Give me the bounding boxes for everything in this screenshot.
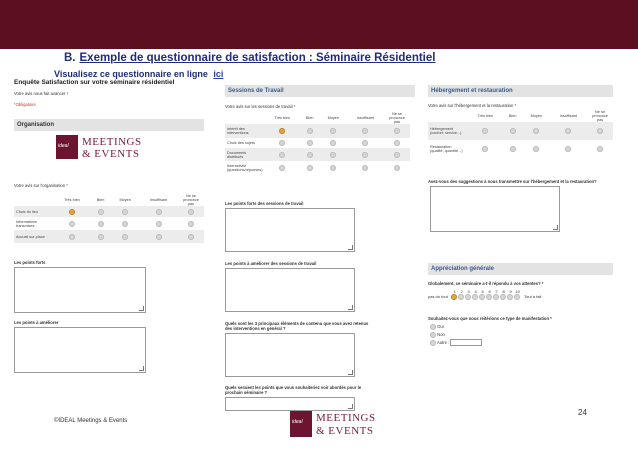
question-strong-points: Les points forts [14, 260, 46, 265]
sessions-improve-textarea[interactable] [225, 268, 355, 312]
radio-option[interactable] [362, 165, 368, 171]
radio-option[interactable] [98, 221, 104, 227]
radio-option[interactable] [279, 140, 285, 146]
rating-grid-organisation [14, 194, 204, 243]
radio-option[interactable] [188, 221, 194, 227]
radio-option[interactable] [98, 234, 104, 240]
radio-option[interactable] [188, 234, 194, 240]
radio-option[interactable] [188, 209, 194, 215]
radio-option[interactable] [394, 152, 400, 158]
radio-option[interactable] [69, 209, 75, 215]
grid-header [428, 110, 613, 122]
scale-number: 7 [495, 289, 498, 294]
grid-header [225, 112, 410, 124]
row-label: Choix des sujets [227, 141, 255, 145]
row-label: Choix du lieu [14, 206, 54, 217]
header-band [0, 0, 638, 49]
slide-title [64, 52, 435, 64]
key-elements-textarea[interactable] [225, 333, 355, 377]
radio-option[interactable] [279, 128, 285, 134]
title-number: B. [64, 52, 76, 64]
table-row [225, 148, 410, 161]
logo-line-2: & EVENTS [82, 148, 140, 160]
radio-option[interactable] [362, 152, 368, 158]
logo-emblem: ideal [290, 411, 312, 437]
radio-option[interactable] [533, 146, 539, 152]
radio-option[interactable] [362, 128, 368, 134]
radio-option[interactable] [279, 152, 285, 158]
table-row [428, 140, 613, 158]
column-header: Insuffisant [356, 116, 374, 120]
question-improve-points: Les points à améliorer [14, 320, 59, 325]
form-column-hebergement [428, 85, 613, 345]
radio-option[interactable] [330, 165, 336, 171]
radio-option[interactable] [307, 165, 313, 171]
scale-radio[interactable] [507, 294, 513, 300]
future-topics-textarea[interactable] [225, 397, 355, 411]
question-sessions: Votre avis sur les sessions de travail * [225, 104, 296, 109]
subtitle-text: Visualisez ce questionnaire en ligne [54, 69, 208, 79]
section-sessions: Sessions de Travail [225, 85, 415, 97]
suggestions-textarea[interactable] [430, 186, 560, 232]
question-renew: Souhaitez-vous que nous réitérions ce type de manifestation * [428, 316, 552, 321]
scale-number: 8 [502, 289, 505, 294]
scale-number: 3 [467, 289, 470, 294]
table-row [14, 230, 204, 243]
radio-option[interactable] [98, 209, 104, 215]
radio-option[interactable] [533, 128, 539, 134]
scale-number: 1 [453, 289, 456, 294]
option-label: Autre : [436, 340, 450, 345]
improve-points-textarea[interactable] [14, 327, 146, 373]
scale-radio[interactable] [493, 294, 499, 300]
question-sessions-improve: Les points à améliorer des sessions de travail [225, 261, 317, 266]
question-organisation: Votre avis sur l'organisation * [14, 183, 68, 188]
rating-grid-sessions [225, 112, 410, 175]
logo-line-1: MEETINGS [316, 412, 376, 424]
scale-number: 2 [460, 289, 463, 294]
radio-option[interactable] [122, 209, 128, 215]
scale-radio[interactable] [472, 294, 478, 300]
question-global: Globalement, ce séminaire a-t-il répondu à vos attentes? * [428, 281, 544, 286]
radio-option[interactable] [565, 128, 571, 134]
radio-option[interactable] [69, 221, 75, 227]
radio-option[interactable] [330, 152, 336, 158]
radio-option[interactable] [394, 140, 400, 146]
scale-radio[interactable] [514, 294, 520, 300]
required-note: *Obligatoire [14, 102, 36, 107]
column-header: Moyen [327, 116, 339, 120]
footer-copyright: ©IDEAL Meetings & Events [54, 418, 128, 424]
scale-number: 4 [474, 289, 477, 294]
online-link[interactable]: ici [213, 69, 224, 79]
strong-points-textarea[interactable] [14, 267, 146, 313]
radio-option[interactable] [597, 128, 603, 134]
scale-number: 6 [488, 289, 491, 294]
option-row [430, 339, 482, 347]
column-header: Ne se prononce pas [389, 112, 405, 124]
scale-number: 5 [481, 289, 484, 294]
column-header: Insuffisant [559, 114, 577, 118]
option-row [430, 323, 482, 331]
scale-min-label: pas du tout [428, 294, 448, 300]
row-label: Documents distribués [225, 148, 265, 161]
logo-line-2: & EVENTS [316, 425, 374, 437]
radio-option[interactable] [394, 165, 400, 171]
column-header: Très bien [274, 116, 291, 120]
table-row [14, 206, 204, 217]
renew-options [430, 323, 482, 347]
column-header: Ne se prononce pas [592, 110, 608, 122]
scale-radio[interactable] [486, 294, 492, 300]
radio-non[interactable] [430, 332, 436, 338]
table-row [428, 122, 613, 140]
scale-radio[interactable] [500, 294, 506, 300]
radio-autre[interactable] [430, 340, 436, 346]
column-header: Bien [508, 114, 517, 118]
column-header: Ne se prononce pas [183, 194, 199, 206]
form-column-organisation [14, 79, 204, 325]
scale-radio[interactable] [451, 294, 457, 300]
logo-emblem: ideal [56, 135, 78, 159]
column-header: Bien [305, 116, 314, 120]
radio-option[interactable] [330, 128, 336, 134]
option-row [430, 331, 482, 339]
table-row [14, 217, 204, 230]
radio-option[interactable] [394, 128, 400, 134]
radio-option[interactable] [482, 146, 488, 152]
brand-logo-footer [290, 411, 400, 439]
sessions-strong-textarea[interactable] [225, 208, 355, 252]
title-text: Exemple de questionnaire de satisfaction : Séminaire Résidentiel [79, 52, 436, 64]
slide-subtitle [54, 69, 223, 79]
scale-number: 9 [509, 289, 512, 294]
question-hebergement: Votre avis sur l'hébergement et la restauration * [428, 103, 517, 108]
radio-option[interactable] [307, 128, 313, 134]
option-label: Non [437, 332, 445, 337]
row-label: Informations transmises [16, 219, 37, 228]
radio-option[interactable] [122, 221, 128, 227]
section-appreciation: Appréciation générale [428, 263, 613, 275]
radio-option[interactable] [122, 234, 128, 240]
option-label: Oui [437, 324, 444, 329]
form-heading: Enquête Satisfaction sur votre séminaire résidentiel [14, 79, 175, 86]
question-sessions-strong: Les points forts des sessions de travail [225, 201, 304, 206]
scale-radio[interactable] [465, 294, 471, 300]
radio-option[interactable] [565, 146, 571, 152]
table-row [225, 124, 410, 138]
section-hebergement: Hébergement et restauration [428, 85, 613, 97]
row-label: Intérêt des interventions [225, 124, 265, 138]
radio-option[interactable] [156, 221, 162, 227]
column-header: Très bien [477, 114, 494, 118]
radio-option[interactable] [362, 140, 368, 146]
radio-option[interactable] [510, 146, 516, 152]
radio-option[interactable] [330, 140, 336, 146]
form-column-sessions [225, 85, 415, 395]
radio-option[interactable] [510, 128, 516, 134]
grid-header [14, 194, 204, 206]
row-label: Interactivité (questions/réponses) [227, 164, 263, 172]
radio-option[interactable] [69, 234, 75, 240]
question-suggestions: Avez-vous des suggestions à nous transmettre sur l'hébergement et la restauration? [428, 179, 597, 184]
form-intro: Votre avis nous fait avancer ! [14, 91, 68, 96]
row-label: Accueil sur place [14, 230, 54, 243]
scale-radio[interactable] [458, 294, 464, 300]
column-header: Moyen [530, 114, 542, 118]
column-header: Très bien [64, 198, 80, 202]
linear-scale [428, 289, 541, 300]
row-label: Hébergement (confort, service...) [428, 122, 468, 140]
scale-max-label: Tout à fait [524, 294, 542, 300]
rating-grid-hebergement [428, 110, 613, 158]
question-key-elements: Quels sont les 3 principaux éléments de contenu que vous avez retenus des interventions en général ? [225, 321, 369, 331]
question-future-topics: Quels seraient les points que vous souhaiteriez voir abordés pour le prochain séminaire ? [225, 385, 362, 395]
table-row [225, 161, 410, 175]
row-label: Restauration (qualité, quantité...) [430, 145, 463, 153]
autre-input[interactable] [450, 339, 482, 346]
radio-oui[interactable] [430, 324, 436, 330]
page-number: 24 [578, 408, 587, 417]
scale-number: 10 [515, 289, 520, 294]
scale-radio[interactable] [479, 294, 485, 300]
table-row [225, 138, 410, 148]
column-header: Insuffisant [149, 198, 168, 202]
section-organisation: Organisation [14, 119, 204, 131]
column-header: Moyen [119, 198, 131, 202]
radio-option[interactable] [482, 128, 488, 134]
radio-option[interactable] [156, 209, 162, 215]
logo-line-1: MEETINGS [82, 136, 142, 148]
brand-logo-form [56, 135, 176, 161]
radio-option[interactable] [307, 140, 313, 146]
radio-option[interactable] [156, 234, 162, 240]
radio-option[interactable] [307, 152, 313, 158]
column-header: Bien [96, 198, 105, 202]
radio-option[interactable] [597, 146, 603, 152]
radio-option[interactable] [279, 165, 285, 171]
